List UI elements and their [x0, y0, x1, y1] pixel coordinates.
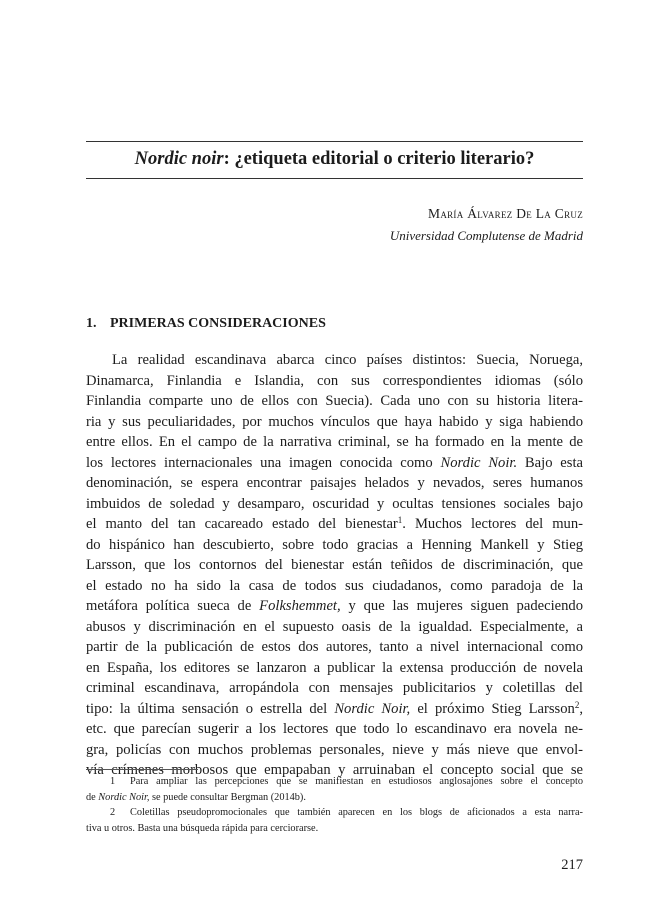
footnote-number: 1: [110, 776, 116, 787]
body-line: abusos y discriminación en el supuesto oasis de la igualdad. Especialmente, a: [86, 618, 583, 635]
article-title: [86, 148, 583, 170]
body-line: en España, los editores se lanzaron a publicar la extensa producción de novela: [86, 659, 583, 676]
body-text: [86, 350, 583, 781]
body-line: Dinamarca, Finlandia e Islandia, con sus correspondientes idiomas (sólo: [86, 372, 583, 389]
footnote-line: [86, 805, 583, 821]
footnote-line: tiva u otros. Basta una búsqueda rápida para cerciorarse.: [86, 822, 319, 834]
author-name: María Álvarez De La Cruz: [428, 206, 583, 221]
footnote-number: 2: [110, 807, 116, 818]
footnote-ref: 1: [397, 515, 403, 525]
italic-term: Folkshemmet,: [259, 598, 341, 614]
footnote-text: Para ampliar las percepciones que se manifiestan en estudiosos anglosajones sobre el concepto: [130, 776, 583, 787]
body-line-part: el manto del tan cacareado estado del bienestar: [86, 516, 398, 532]
title-bottom-rule: [86, 178, 583, 179]
body-line: ria y sus peculiaridades, por muchos vínculos que haya habido y siga habiendo: [86, 413, 583, 430]
body-line: gra, policías con muchos problemas personales, nieve y más nieve que envol-: [86, 741, 583, 758]
title-italic: Nordic noir: [134, 149, 224, 169]
footnote-ref: 2: [574, 699, 580, 710]
body-line: La realidad escandinava abarca cinco países distintos: Suecia, Noruega,: [112, 352, 583, 368]
body-line: [86, 453, 583, 474]
title-rest: : ¿etiqueta editorial o criterio literario?: [223, 149, 535, 169]
footnote-line: [86, 790, 583, 806]
section-title: PRIMERAS CONSIDERACIONES: [110, 316, 326, 331]
body-line: imbuidos de soledad y desamparo, oscuridad y ocultas tensiones sociales bajo: [86, 495, 583, 512]
page-number: 217: [561, 857, 583, 873]
body-line: Finlandia comparte uno de ellos con Suecia). Cada uno con su historia litera-: [86, 393, 583, 409]
body-line: entre ellos. En el campo de la narrativa criminal, se ha formado en la mente de: [86, 434, 583, 450]
body-line: [86, 514, 583, 535]
body-line: etc. que parecían sugerir a los lectores que todo lo escandinavo era novela ne-: [86, 721, 583, 737]
body-line: do hispánico han descubierto, sobre todo gracias a Henning Mankell y Stieg: [86, 536, 583, 553]
footnote-text: Coletillas pseudopromocionales que también aparecen en los blogs de aficionados a esta narra-: [130, 807, 583, 818]
body-line: [86, 699, 583, 720]
footnote-text: se puede consultar Bergman (2014b).: [149, 791, 306, 803]
body-line: vía crímenes morbosos que empapaban y arruinaban el concepto social que se: [86, 762, 583, 778]
body-line-part: y que las mujeres siguen padeciendo: [340, 598, 584, 614]
body-line-part: el próximo Stieg Larsson: [410, 700, 575, 717]
body-line-part: metáfora política sueca de: [86, 598, 252, 614]
body-line-part: ,: [579, 700, 583, 717]
body-line: denominación, se espera encontrar paisajes helados y nevados, seres humanos: [86, 475, 583, 491]
body-line: Larsson, que los contornos del bienestar están teñidos de discriminación, que: [86, 557, 583, 573]
italic-term: Nordic Noir,: [334, 700, 411, 717]
title-top-rule: [86, 141, 583, 142]
section-number: 1.: [86, 316, 97, 331]
body-line-part: los lectores internacionales una imagen conocida como: [86, 454, 433, 471]
footnotes: [86, 774, 583, 836]
footnote-italic: Nordic Noir,: [98, 791, 150, 803]
italic-term: Nordic Noir.: [440, 454, 518, 471]
body-line: el estado no ha sido la casa de todos sus ciudadanos, como paradoja de la: [86, 577, 583, 594]
section-heading: [86, 316, 326, 332]
body-line: criminal escandinava, arropándola con mensajes publicitarios y coletillas del: [86, 680, 583, 696]
footnote-text: de: [86, 791, 99, 803]
body-line: partir de la publicación de estos dos autores, tanto a nivel internacional como: [86, 639, 583, 655]
body-line-part: . Muchos lectores del mun-: [402, 516, 583, 532]
footnote-separator: [86, 769, 198, 770]
author-affiliation: Universidad Complutense de Madrid: [389, 228, 583, 243]
footnote-line: [86, 774, 583, 790]
body-line-part: tipo: la última sensación o estrella del: [86, 700, 328, 717]
body-line: [86, 596, 583, 617]
body-line-part: Bajo esta: [517, 454, 583, 471]
